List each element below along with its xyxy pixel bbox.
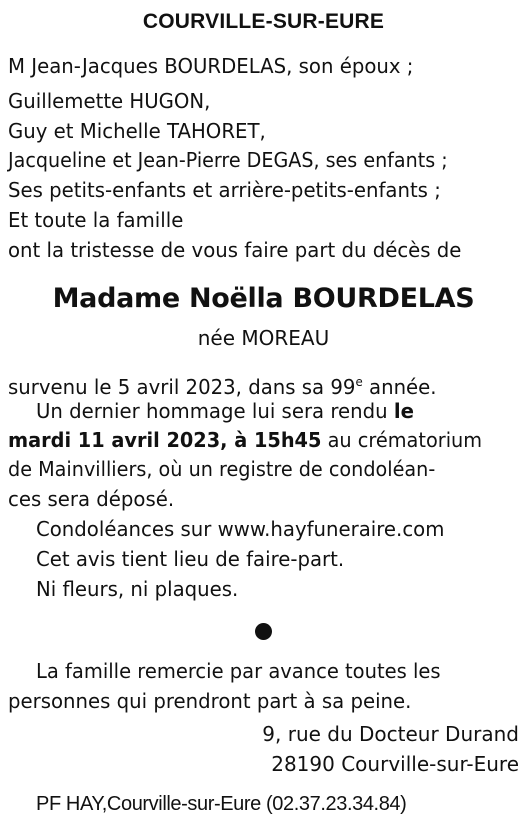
family-line-spouse: M Jean-Jacques BOURDELAS, son époux ; [8, 54, 414, 78]
separator-bullet-icon [255, 623, 272, 640]
birth-name: née MOREAU [197, 326, 330, 350]
thanks-line-2: personnes qui prendront part à sa peine. [8, 689, 412, 713]
no-flowers-line: Ni fleurs, ni plaques. [36, 577, 239, 601]
ceremony-line-3: de Mainvilliers, où un registre de condoléan- [8, 457, 436, 481]
family-line-all-family: Et toute la famille [8, 208, 184, 232]
address-street: 9, rue du Docteur Durand [262, 722, 519, 746]
address-city: 28190 Courville-sur-Eure [271, 752, 519, 776]
town-heading: COURVILLE-SUR-EURE [142, 10, 385, 33]
family-line-child-3: Jacqueline et Jean-Pierre DEGAS, ses enfants ; [8, 148, 448, 172]
ceremony-bold-1: le [393, 399, 415, 423]
death-line-end: année. [362, 375, 437, 399]
ceremony-line-2 [8, 426, 482, 454]
family-line-child-2: Guy et Michelle TAHORET, [8, 119, 266, 143]
ceremony-line-4: ces sera déposé. [8, 487, 175, 511]
funeral-home-footer: PF HAY,Courville-sur-Eure (02.37.23.34.84) [36, 793, 407, 815]
ceremony-line-1 [36, 397, 414, 425]
ceremony-text-2: au crématorium [321, 428, 483, 452]
death-line-text: survenu le 5 avril 2023, dans sa 99 [8, 375, 356, 399]
family-line-grandchildren: Ses petits-enfants et arrière-petits-enfants ; [8, 178, 441, 202]
announcement-line: ont la tristesse de vous faire part du décès de [8, 238, 462, 262]
ordinal-superscript: e [355, 375, 363, 389]
deceased-name: Madame Noëlla BOURDELAS [52, 283, 475, 314]
thanks-line-1: La famille remercie par avance toutes les [36, 659, 441, 683]
family-line-child-1: Guillemette HUGON, [8, 89, 211, 113]
condolences-line: Condoléances sur www.hayfuneraire.com [36, 517, 445, 541]
ceremony-text-1: Un dernier hommage lui sera rendu [36, 399, 394, 423]
ceremony-date: mardi 11 avril 2023, à 15h45 [8, 428, 322, 452]
faire-part-line: Cet avis tient lieu de faire-part. [36, 547, 345, 571]
